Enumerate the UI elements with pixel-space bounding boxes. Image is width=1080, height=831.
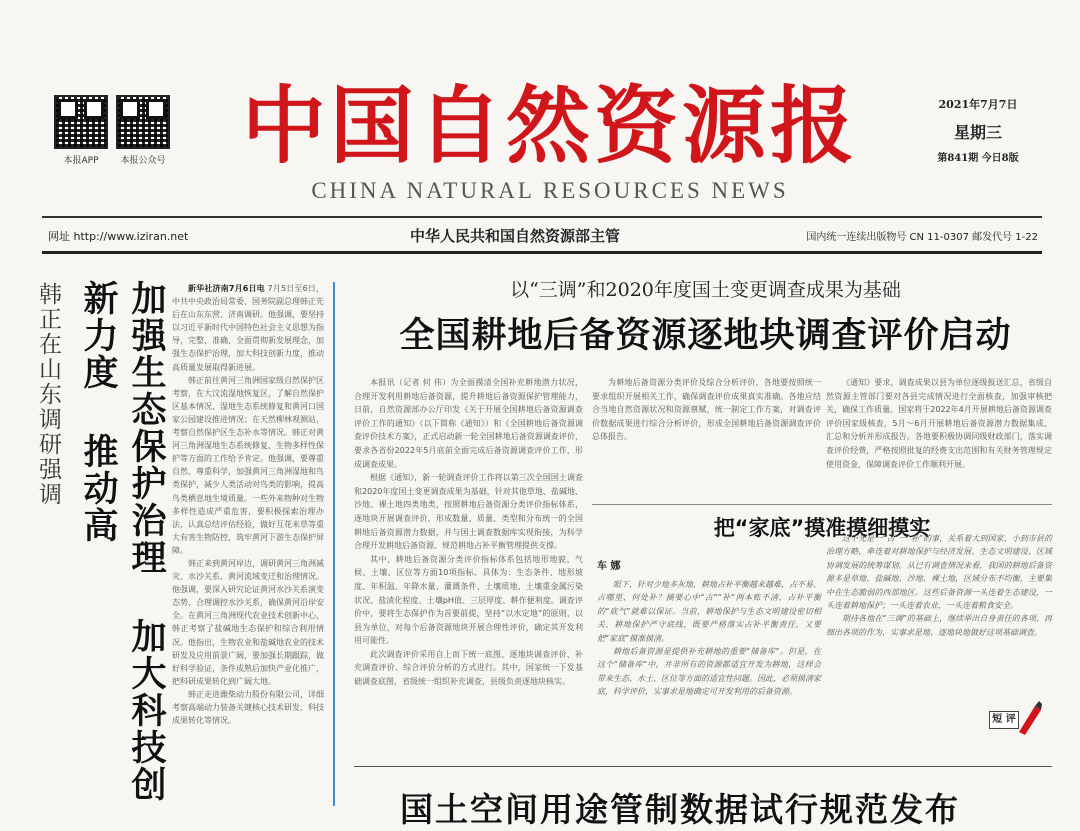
paragraph: 期待各地在“三调”的基础上，继续举出自身责任的各项、再细出各项的作为，实事求是地、逐地块地做好这项基础调查。 (826, 614, 1052, 637)
qr-code-image (54, 95, 108, 149)
masthead-title-english: CHINA NATURAL RESOURCES NEWS (311, 178, 789, 203)
paragraph: 眼下，针对少地多灰地，耕地占补平衡越来越难，占不易、占哪里、何处补？摘要心中“占”“补”两本账不清，占补平衡的“底气”就难以保证。当前，耕地保护与生态文明建设密切相关，耕地保护严守底线，既要严格落实占补平衡责任，又要把“家底”摸准摸清。 (597, 580, 821, 643)
masthead-rule (42, 216, 1042, 218)
commentary-byline: 车 娜 (597, 561, 621, 572)
qr-code-wechat (114, 95, 172, 166)
qr-caption: 本报APP (63, 156, 99, 166)
commentary-headline[interactable]: 把“家底”摸准摸细摸实 (713, 516, 931, 540)
website-link[interactable]: 网址 http://www.iziran.net (48, 230, 189, 243)
section-divider (354, 766, 1052, 767)
paragraph: 韩正前往黄河三角洲国家级自然保护区考察，在大汶流湿地恢复区，了解自然保护区基本情况、湿地生态系统修复和黄河口国家公园建设推进情况；在天然柳林观测站，考察自然保护区生态补水等情况。韩正对黄河三角洲湿地生态系统修复、生物多样性保护等方面的工作给予肯定。他强调，要尊重自然、尊重科学，加强黄河三角洲湿地和鸟类保护，减少人类活动对鸟类的影响，提高鸟类栖息地生境质量。一些外来物种对生物多样性造成严重危害，要积极探索治理办法，认真总结评估经验，做好互花米草等重大有害生物防控，筑牢黄河下游生态保护屏障。 (172, 375, 324, 555)
paragraph: 此次调查评价采用自上而下统一底图、逐地块调查评价、补充调查评价、综合评价分析的方式进行。其中，国家统一下发基础调查底图，省级统一组织补充调查，县级负责逐地块核实。 (354, 649, 583, 687)
qr-code-app (52, 95, 110, 166)
commentary-badge-label: 短 评 (989, 711, 1019, 729)
side-story-headline[interactable]: 加强生态保护治理 加大科技创新力度 推动高 (78, 280, 166, 803)
registration-number: 国内统一连续出版物号 CN 11-0307 邮发代号 1-22 (806, 232, 1038, 243)
paragraph: 《通知》要求，调查成果以县为单位逐级报送汇总，省级自然资源主管部门要对各县完成情况进行全面核查，加强审核把关，确保工作质量。国家将于2022年4月开展耕地后备资源调查评价国家级核查，5月～6月开展耕地后备资源潜力数据集成、汇总和分析并形成报告。各地要积极协调同级财政部门，落实调查评价经费，严格按照批复的经费支出范围和有关财务管理规定使用资金，保障调查评价工作顺利开展。 (826, 378, 1052, 469)
paragraph: 耕地后备资源是提供补充耕地的重要“储备库”。但是，在这个“储备库”中，并非所有的资源都适宜开发为耕地，这样会带来生态、水土、区位等方面的适宜性问题。因此，必须摸清家底，科学评价，实事求是地确定可开发利用的后备资源。 (597, 647, 821, 697)
qr-caption: 本报公众号 (120, 156, 166, 166)
issue-date-box (928, 96, 1028, 164)
side-story-body (172, 282, 324, 806)
issue-weekday: 星期三 (953, 123, 1002, 142)
paragraph: 7月5日至6日，中共中央政治局常委、国务院副总理韩正先后在山东东营、济南调研。他强调，要坚持以习近平新时代中国特色社会主义思想为指导，完整、准确、全面贯彻新发展理念，加强生态保护治理，加大科技创新力度，推动高质量发展取得新进展。 (172, 284, 324, 372)
main-story-column-3 (826, 376, 1052, 496)
paragraph: 这不光是一“占”一“补”的事，关系着大到国家、小到市县的治理方略，牵连着对耕地保护与经济发展、生态文明建设、区域协调发展的统筹谋划。从已有调查情况来看，我国的耕地后备资源多是草地、盐碱地、沙地、裸土地，区域分布不均衡，主要集中在生态脆弱的西部地区。这些后备资源一头连着生态建设，一头连着耕地保护；一头连着农业，一头连着粮食安全。 (826, 534, 1052, 611)
qr-code-image (116, 95, 170, 149)
main-story-kicker: 以“三调”和2020年度国土变更调查成果为基础 (510, 279, 901, 301)
side-story-kicker: 韩正在山东调研强调 (35, 282, 61, 507)
paragraph: 本报讯（记者 何 伟）为全面摸清全国补充耕地潜力状况，合理开发利用耕地后备资源，提升耕地后备资源保护管理能力，日前，自然资源部办公厅印发《关于开展全国耕地后备资源调查评价工作的通知》（以下简称《通知》）和《全国耕地后备资源调查评价技术方案》，正式启动新一轮全国耕地后备资源调查评价，要求各省份2022年5月底前全面完成后备资源调查评价工作，形成调查成果。 (354, 378, 583, 469)
column-divider (333, 282, 335, 806)
masthead-info-row (42, 224, 1042, 246)
section-divider (592, 504, 1052, 505)
bottom-story-headline[interactable]: 国土空间用途管制数据试行规范发布 (400, 790, 960, 829)
publisher-host: 中华人民共和国自然资源部主管 (410, 227, 621, 245)
commentary-badge (985, 700, 1043, 736)
paragraph: 韩正走进潍柴动力股份有限公司，详细考察高端动力装备关键核心技术研发、科技成果转化等情况。 (172, 689, 324, 726)
paragraph: 韩正来到黄河岸边，调研黄河三角洲减灾、水沙关系、黄河流域变迁和治理情况。他强调，要深入研究论证黄河水沙关系演变态势，合理调控水沙关系，确保黄河沿岸安全。在黄河三角洲现代农业技术创新中心，韩正考察了盐碱地生态保护和综合利用情况。他指出，生物农业和盐碱地农业的技术研发及应用前景广阔，要加强长期跟踪，做好科学验证，条件成熟后加快产业化推广，把科研成果转化到广阔大地。 (172, 558, 324, 686)
main-story-headline[interactable]: 全国耕地后备资源逐地块调查评价启动 (399, 316, 1012, 356)
dateline: 新华社济南7月6日电 (188, 284, 265, 293)
commentary-column-1 (597, 578, 821, 750)
main-story-column-1 (354, 376, 583, 751)
main-story-column-2 (592, 376, 821, 496)
paragraph: 根据《通知》，新一轮调查评价工作将以第三次全国国土调查和2020年度国土变更调查成果为基础，针对其他草地、盐碱地、沙地、裸土地四类地类，按照耕地后备资源分类评价指标体系，逐地块开展调查评价，形成数量、质量、类型和分布统一的全国耕地后备资源潜力数据，并与国土调查数据库实现衔接，为科学合理开发耕地后备资源、规范耕地占补平衡管理提供支撑。 (354, 473, 583, 551)
issue-number: 第841期 今日8版 (937, 153, 1019, 164)
masthead-title: 中国自然资源报 (241, 76, 858, 175)
issue-date: 2021年7月7日 (938, 98, 1018, 111)
pen-nib-icon (1015, 700, 1043, 736)
paragraph: 为耕地后备资源分类评价及综合分析评价，各地要按照统一要求组织开展相关工作，确保调查评价成果真实准确。各地应结合当地自然资源状况和资源禀赋，统一制定工作方案，对调查评价数据成果进行综合分析评价，形成全国耕地后备资源调查评价总体报告。 (592, 378, 821, 442)
paragraph: 其中，耕地后备资源分类评价指标体系包括地形地貌、气候、土壤、区位等方面10项指标。具体为：生态条件、地形坡度、年积温、年降水量、灌溉条件、土壤质地、土壤重金属污染状况、盐渍化程度、土壤pH值、三层厚度、耕作便利度。调查评价中，要将生态保护作为首要前提，坚持“以水定地”的原则，以县为单位，对每个后备资源地块开展合理性评价，确定其开发利用可能性。 (354, 554, 583, 646)
masthead-bottom-rule (42, 251, 1042, 254)
